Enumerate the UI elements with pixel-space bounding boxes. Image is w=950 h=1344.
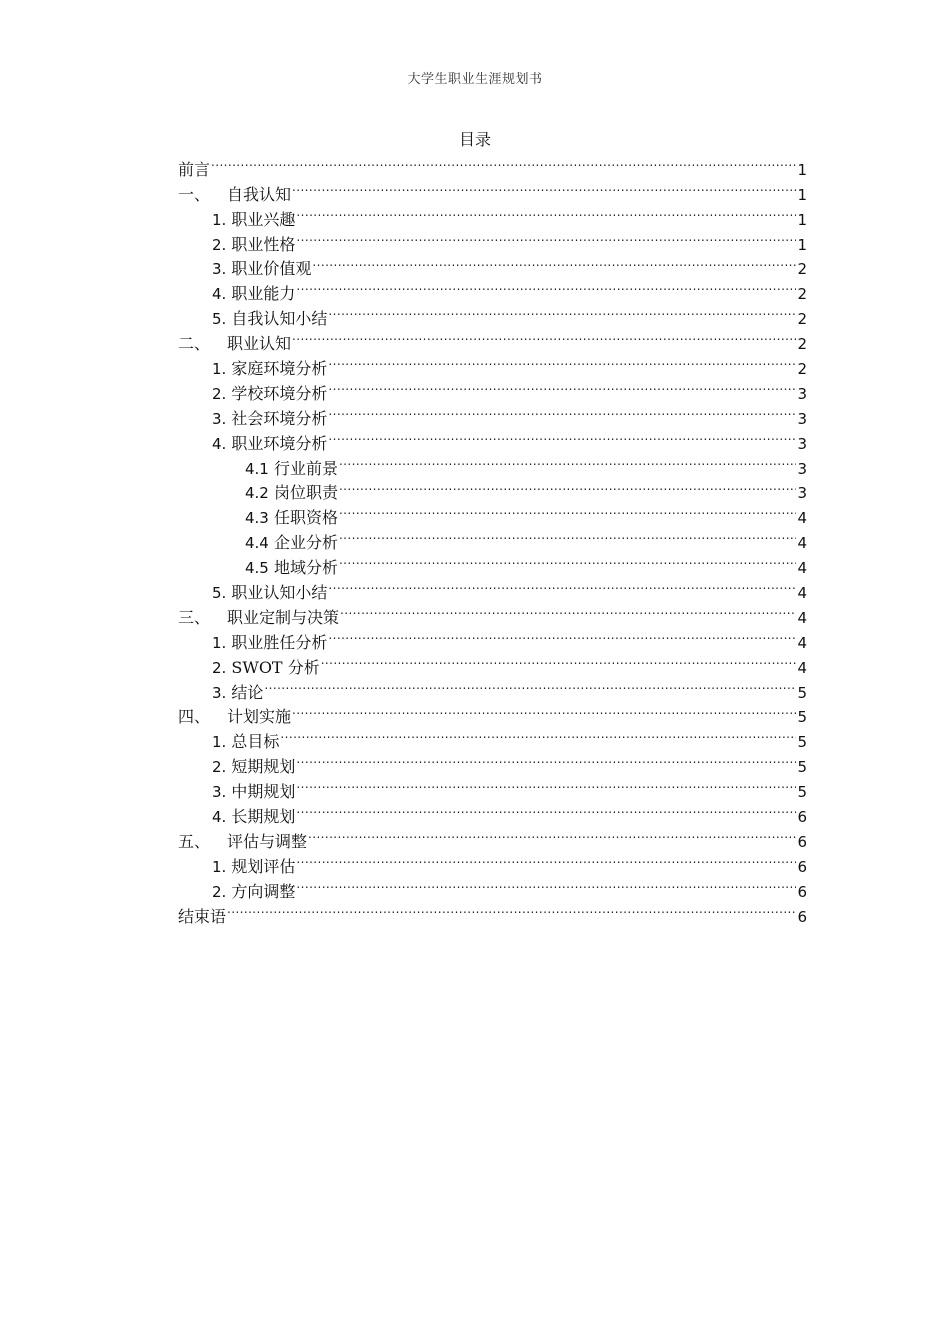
toc-dot-leader — [312, 250, 796, 275]
toc-entry-text: 评估与调整 — [227, 831, 308, 851]
toc-entry-page: 3 — [797, 409, 807, 428]
toc-dot-leader — [328, 424, 796, 449]
toc-dot-leader — [328, 349, 796, 374]
toc-dot-leader — [211, 150, 796, 175]
toc-entry-text: 职业认知小结 — [231, 583, 328, 603]
toc-entry-label — [178, 332, 291, 357]
toc-entry-number: 2. — [212, 758, 227, 777]
toc-entry-page: 5 — [797, 733, 807, 752]
toc-entry-text: 结论 — [231, 682, 264, 702]
toc-entry-page: 3 — [797, 434, 807, 453]
toc-dot-leader — [339, 474, 796, 499]
toc-entry-label — [178, 905, 226, 930]
toc-entry-text: 学校环境分析 — [231, 383, 328, 403]
toc-entry-text: 职业性格 — [231, 234, 296, 254]
toc-entry-label — [212, 631, 327, 656]
toc-entry-number: 4.5 — [245, 559, 269, 578]
toc-entry-number: 5. — [212, 310, 227, 329]
toc-entry-text: 职业价值观 — [231, 259, 312, 279]
toc-entry-label — [245, 457, 338, 482]
toc-entry-text: 社会环境分析 — [231, 408, 328, 428]
toc-entry-text: 中期规划 — [231, 782, 296, 802]
toc-entry-number: 4.1 — [245, 459, 269, 478]
toc-entry-number: 1. — [212, 210, 227, 229]
toc-entry-page: 4 — [797, 559, 807, 578]
toc-entry-label — [245, 531, 338, 556]
toc-entry-text: 家庭环境分析 — [231, 359, 328, 379]
toc-entry-label — [245, 556, 338, 581]
toc-entry-page: 4 — [797, 633, 807, 652]
toc-entry-page: 1 — [797, 160, 807, 179]
toc-entry-label — [178, 606, 339, 631]
toc-dot-leader — [328, 299, 796, 324]
toc-entry-page: 4 — [797, 584, 807, 603]
toc-entry-number: 1. — [212, 633, 227, 652]
toc-dot-leader — [292, 324, 796, 349]
toc-dot-leader — [296, 797, 796, 822]
toc-entry-text: 短期规划 — [231, 757, 296, 777]
toc-entry-page: 4 — [797, 658, 807, 677]
toc-entry-label — [212, 432, 327, 457]
toc-dot-leader — [328, 623, 796, 648]
toc-entry-text: 企业分析 — [273, 533, 338, 553]
toc-entry-text: 前言 — [178, 159, 211, 179]
toc-entry-label — [212, 282, 295, 307]
toc-entry-prefix: 一、 — [178, 184, 211, 204]
toc-entry-text: 自我认知小结 — [231, 309, 328, 329]
toc-entry-number: 1. — [212, 733, 227, 752]
toc-entry-page: 2 — [797, 335, 807, 354]
toc-entry-page: 6 — [797, 832, 807, 851]
toc-entry-label — [212, 581, 327, 606]
toc-entry-page: 3 — [797, 384, 807, 403]
toc-dot-leader — [308, 822, 796, 847]
toc-dot-leader — [296, 772, 796, 797]
toc-entry-page: 1 — [797, 210, 807, 229]
toc-entry-text: 职业定制与决策 — [227, 607, 340, 627]
toc-entry-page: 6 — [797, 907, 807, 926]
toc-entry-page: 5 — [797, 783, 807, 802]
toc-entry[interactable] — [178, 897, 807, 926]
page-header: 大学生职业生涯规划书 — [407, 72, 543, 87]
toc-entry-number: 4. — [212, 808, 227, 827]
toc-dot-leader — [340, 598, 796, 623]
toc-entry-number: 4.3 — [245, 509, 269, 528]
toc-entry-page: 5 — [797, 683, 807, 702]
toc-entry-page: 5 — [797, 708, 807, 727]
toc-dot-leader — [339, 498, 796, 523]
toc-entry-prefix: 四、 — [178, 707, 211, 727]
toc-dot-leader — [227, 897, 796, 922]
toc-entry-prefix: 二、 — [178, 334, 211, 354]
toc-entry-label — [212, 681, 263, 706]
toc-entry-number: 4.2 — [245, 484, 269, 503]
toc-entry[interactable] — [178, 150, 807, 179]
toc-dot-leader — [280, 722, 796, 747]
toc-entry-page: 4 — [797, 608, 807, 627]
toc-entry-text: 长期规划 — [231, 807, 296, 827]
toc-entry-number: 2. — [212, 658, 227, 677]
toc-entry-label — [178, 830, 307, 855]
toc-entry-text: 总目标 — [231, 732, 280, 752]
toc-entry-page: 2 — [797, 360, 807, 379]
toc-entry-label — [212, 382, 327, 407]
toc-entry-text: 职业胜任分析 — [231, 632, 328, 652]
toc-dot-leader — [339, 523, 796, 548]
toc-entry-label — [212, 730, 279, 755]
table-of-contents — [178, 150, 807, 926]
toc-entry-label — [178, 183, 291, 208]
toc-entry-label — [212, 407, 327, 432]
toc-entry-number: 2. — [212, 882, 227, 901]
toc-entry-text: 行业前景 — [273, 458, 338, 478]
toc-entry-text: SWOT 分析 — [231, 657, 320, 677]
toc-entry-number: 3. — [212, 409, 227, 428]
toc-entry-page: 4 — [797, 509, 807, 528]
toc-dot-leader — [321, 648, 797, 673]
toc-entry-label — [212, 208, 295, 233]
toc-entry-page: 3 — [797, 459, 807, 478]
toc-entry-text: 职业认知 — [227, 334, 292, 354]
toc-entry-text: 结束语 — [178, 906, 227, 926]
toc-entry[interactable] — [178, 698, 807, 727]
toc-entry-text: 岗位职责 — [273, 483, 338, 503]
toc-entry[interactable] — [178, 673, 807, 702]
toc-entry-number: 3. — [212, 260, 227, 279]
toc-entry-number: 4.4 — [245, 534, 269, 553]
toc-dot-leader — [296, 847, 796, 872]
toc-entry-text: 计划实施 — [227, 707, 292, 727]
toc-entry-number: 5. — [212, 584, 227, 603]
toc-dot-leader — [292, 175, 796, 200]
toc-entry-number: 4. — [212, 285, 227, 304]
toc-entry-label — [212, 855, 295, 880]
toc-entry-number: 4. — [212, 434, 227, 453]
toc-dot-leader — [264, 673, 796, 698]
toc-entry-page: 2 — [797, 260, 807, 279]
toc-entry-page: 3 — [797, 484, 807, 503]
toc-entry-page: 6 — [797, 857, 807, 876]
toc-entry-page: 1 — [797, 235, 807, 254]
toc-entry-label — [212, 755, 295, 780]
toc-entry-page: 4 — [797, 534, 807, 553]
toc-entry-prefix: 三、 — [178, 607, 211, 627]
toc-dot-leader — [296, 200, 796, 225]
toc-dot-leader — [296, 747, 796, 772]
toc-entry-text: 规划评估 — [231, 856, 296, 876]
toc-dot-leader — [328, 573, 796, 598]
toc-entry-text: 职业环境分析 — [231, 433, 328, 453]
toc-entry-text: 职业兴趣 — [231, 209, 296, 229]
toc-entry-page: 1 — [797, 185, 807, 204]
toc-entry-label — [245, 481, 338, 506]
toc-dot-leader — [296, 225, 796, 250]
toc-entry-text: 任职资格 — [273, 508, 338, 528]
toc-dot-leader — [292, 698, 796, 723]
toc-entry-label — [178, 705, 291, 730]
toc-entry-number: 1. — [212, 360, 227, 379]
toc-dot-leader — [339, 548, 796, 573]
toc-entry-label — [178, 158, 210, 183]
toc-entry-text: 自我认知 — [227, 184, 292, 204]
toc-dot-leader — [296, 274, 796, 299]
toc-dot-leader — [296, 872, 796, 897]
toc-entry-label — [212, 233, 295, 258]
toc-entry-text: 方向调整 — [231, 881, 296, 901]
toc-dot-leader — [328, 374, 796, 399]
toc-entry-text: 职业能力 — [231, 284, 296, 304]
toc-entry-number: 3. — [212, 783, 227, 802]
toc-entry-page: 2 — [797, 285, 807, 304]
toc-entry-page: 6 — [797, 882, 807, 901]
toc-entry-number: 3. — [212, 683, 227, 702]
toc-entry-page: 5 — [797, 758, 807, 777]
toc-dot-leader — [339, 449, 796, 474]
toc-entry-label — [245, 506, 338, 531]
toc-title: 目录 — [458, 130, 491, 149]
toc-entry-number: 1. — [212, 857, 227, 876]
toc-entry-page: 6 — [797, 808, 807, 827]
toc-entry-prefix: 五、 — [178, 831, 211, 851]
toc-entry-label — [212, 357, 327, 382]
toc-entry-label — [212, 780, 295, 805]
toc-entry-text: 地域分析 — [273, 558, 338, 578]
toc-entry[interactable] — [178, 175, 807, 204]
toc-entry-number: 2. — [212, 384, 227, 403]
toc-entry-number: 2. — [212, 235, 227, 254]
toc-entry-label — [212, 805, 295, 830]
toc-entry-page: 2 — [797, 310, 807, 329]
toc-dot-leader — [328, 399, 796, 424]
